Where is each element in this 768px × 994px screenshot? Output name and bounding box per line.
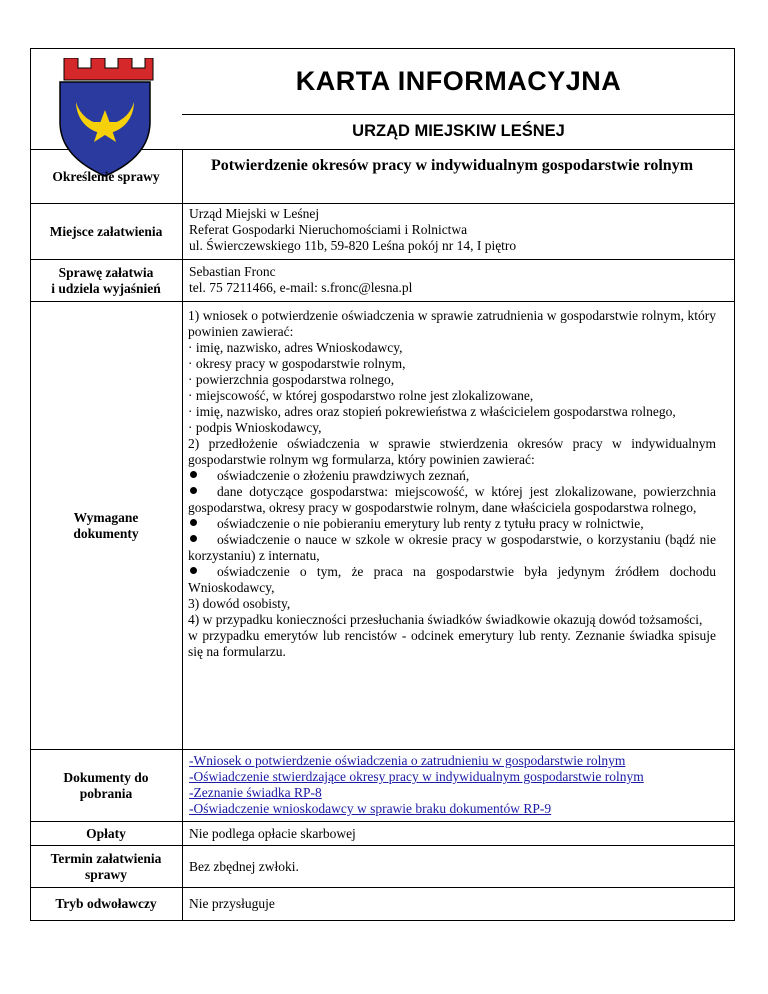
label-wyjasnienia (30, 260, 182, 301)
doc-bullet-text: oświadczenie o tym, że praca na gospodarstwie była jedynym źródłem dochodu Wnioskodawcy, (188, 564, 716, 595)
header-divider (182, 114, 735, 115)
value-sprawa: Potwierdzenie okresów pracy w indywidualnym gospodarstwie rolnym (210, 157, 694, 174)
value-termin: Bez zbędnej zwłoki. (189, 859, 299, 874)
doc-bullet-text: oświadczenie o złożeniu prawdziwych zeznań, (217, 468, 470, 483)
doc-bullet-item (188, 468, 716, 484)
download-link-rp9[interactable]: -Oświadczenie wnioskodawcy w sprawie braku dokumentów RP-9 (189, 801, 552, 816)
label-line: i udziela wyjaśnień (51, 280, 161, 296)
label-tryb: Tryb odwoławczy (55, 896, 157, 911)
value-oplaty: Nie podlega opłacie skarbowej (189, 826, 356, 841)
bullet-icon (190, 487, 197, 494)
value-tryb: Nie przysługuje (189, 896, 275, 911)
doc-paragraph: w przypadku emerytów lub rencistów - odcinek emerytury lub renty. Zeznanie świadka spisuje się na formularzu. (188, 628, 716, 659)
label-pobrania: Dokumenty do pobrania (63, 769, 149, 801)
row-termin (30, 846, 735, 888)
label-dokumenty: Wymagane dokumenty (73, 509, 139, 541)
contact-details: tel. 75 7211466, e-mail: s.fronc@lesna.pl (189, 280, 413, 295)
row-pobrania (30, 750, 735, 822)
download-link-wniosek[interactable]: -Wniosek o potwierdzenie oświadczenia o zatrudnieniu w gospodarstwie rolnym (189, 753, 626, 768)
row-oplaty (30, 822, 735, 846)
doc-item: · miejscowość, w której gospodarstwo rolne jest zlokalizowane, (188, 388, 534, 403)
doc-item: · okresy pracy w gospodarstwie rolnym, (188, 356, 406, 371)
row-dokumenty (30, 302, 735, 750)
doc-bullet-item (188, 532, 716, 564)
row-tryb (30, 888, 735, 920)
doc-item: · powierzchnia gospodarstwa rolnego, (188, 372, 395, 387)
doc-bullet-item (188, 484, 716, 516)
doc-bullet-text: oświadczenie o nie pobieraniu emerytury lub renty z tytułu pracy w rolnictwie, (217, 516, 644, 531)
label-miejsce: Miejsce załatwienia (49, 223, 163, 239)
label-line: Sprawę załatwia (58, 264, 154, 280)
bullet-icon (190, 535, 197, 542)
label-oplaty: Opłaty (86, 825, 126, 841)
doc-paragraph: 4) w przypadku konieczności przesłuchania świadków świadkowie okazują dowód tożsamości, (188, 612, 703, 627)
value-miejsce (189, 206, 715, 254)
doc-bullet-item (188, 564, 716, 596)
bullet-icon (190, 519, 197, 526)
doc-paragraph: 3) dowód osobisty, (188, 596, 291, 611)
doc-paragraph: 2) przedłożenie oświadczenia w sprawie stwierdzenia okresów pracy w indywidualnym gospodarstwie rolnym wg formularza, który powinien zawierać: (188, 436, 716, 467)
row-miejsce (30, 204, 735, 260)
contact-name: Sebastian Fronc (189, 264, 276, 279)
doc-item: · imię, nazwisko, adres oraz stopień pokrewieństwa z właścicielem gospodarstwa rolnego, (188, 404, 676, 419)
bullet-icon (190, 471, 197, 478)
doc-item: · imię, nazwisko, adres Wnioskodawcy, (188, 340, 403, 355)
value-dokumenty (188, 308, 716, 660)
doc-item: · podpis Wnioskodawcy, (188, 420, 322, 435)
doc-bullet-text: dane dotyczące gospodarstwa: miejscowość, w której jest zlokalizowane, powierzchnia gospodarstwa, okresy pracy w gospodarstwie rolnym, dane właściciela gospodarstwa rolnego, (188, 484, 716, 515)
value-wyjasnienia (189, 264, 715, 296)
address-line: Referat Gospodarki Nieruchomościami i Rolnictwa (189, 222, 468, 237)
label-sprawa: Określenie sprawy (52, 168, 160, 184)
bullet-icon (190, 567, 197, 574)
header-row (30, 48, 735, 150)
download-link-rp8[interactable]: -Zeznanie świadka RP-8 (189, 785, 322, 800)
row-wyjasnienia (30, 260, 735, 302)
doc-bullet-text: oświadczenie o nauce w szkole w okresie pracy w gospodarstwie, o korzystaniu (bądź nie korzystaniu) z internatu, (188, 532, 716, 563)
info-card (30, 48, 735, 920)
download-links (189, 753, 715, 817)
page-title: KARTA INFORMACYJNA (295, 66, 622, 96)
download-link-oswiadczenie[interactable]: -Oświadczenie stwierdzające okresy pracy w indywidualnym gospodarstwie rolnym (189, 769, 644, 784)
doc-paragraph: 1) wniosek o potwierdzenie oświadczenia w sprawie zatrudnienia w gospodarstwie rolnym, który powinien zawierać: (188, 308, 716, 339)
row-sprawa (30, 150, 735, 204)
address-line: Urząd Miejski w Leśnej (189, 206, 320, 221)
label-termin: Termin załatwienia sprawy (50, 850, 162, 882)
office-name: URZĄD MIEJSKIW LEŚNEJ (352, 122, 565, 140)
column-divider (182, 150, 183, 920)
doc-bullet-item (188, 516, 716, 532)
address-line: ul. Świerczewskiego 11b, 59-820 Leśna pokój nr 14, I piętro (189, 238, 517, 253)
